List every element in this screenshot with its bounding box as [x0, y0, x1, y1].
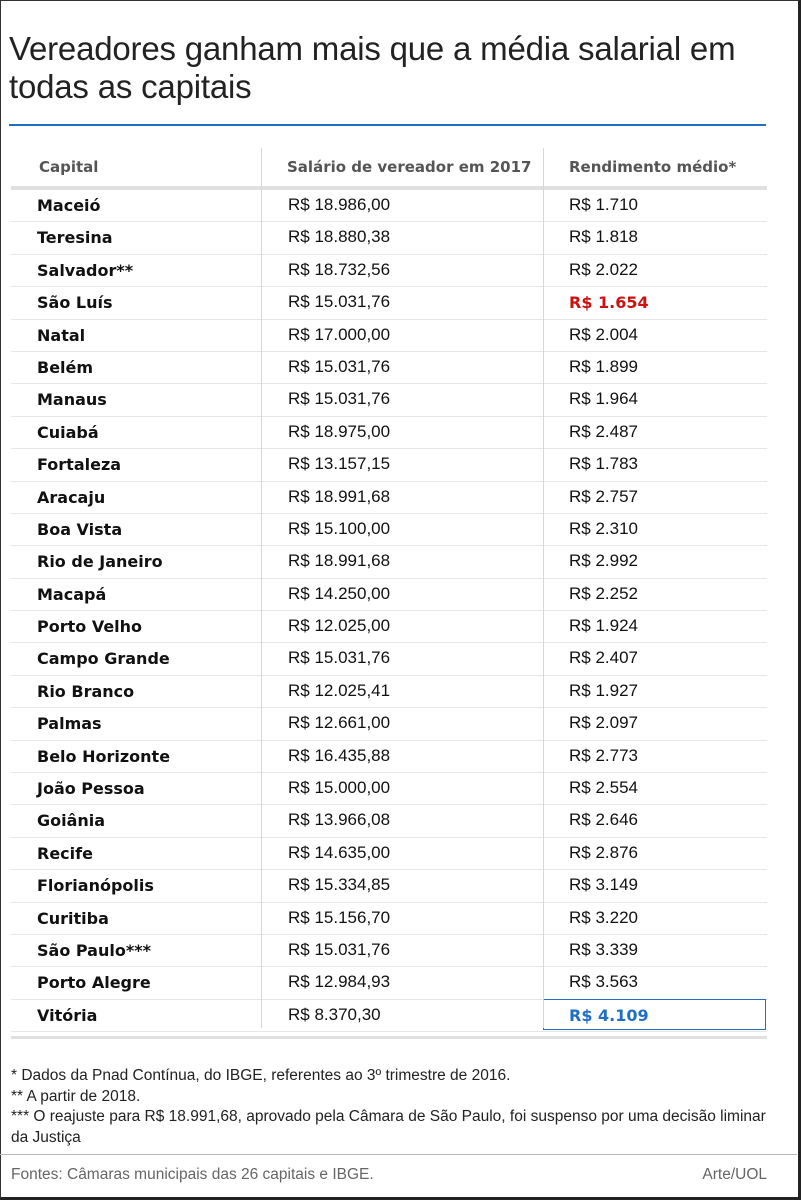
table-row: [11, 676, 767, 708]
income-cell: R$ 2.554: [569, 778, 638, 798]
capital-cell: Palmas: [37, 714, 102, 734]
table-row: [11, 1000, 767, 1032]
table-row: [11, 870, 767, 902]
salary-cell: R$ 14.250,00: [288, 583, 391, 603]
income-cell: R$ 2.773: [569, 745, 638, 765]
salary-cell: R$ 13.157,15: [288, 454, 391, 474]
salary-cell: R$ 15.000,00: [288, 778, 391, 798]
footnote: * Dados da Pnad Contínua, do IBGE, referentes ao 3º trimestre de 2016.: [11, 1067, 511, 1084]
capital-cell: Belo Horizonte: [37, 746, 171, 766]
salary-cell: R$ 15.031,76: [288, 648, 391, 668]
income-cell: R$ 2.252: [569, 583, 638, 603]
income-cell: R$ 1.924: [569, 616, 638, 636]
highlight-box: [543, 999, 766, 1030]
salary-cell: R$ 18.732,56: [288, 259, 391, 279]
capital-cell: Aracaju: [37, 487, 106, 507]
page-title: Vereadores ganham mais que a média salarial em todas as capitais: [9, 30, 736, 105]
income-cell: R$ 1.899: [569, 356, 638, 376]
income-cell: R$ 2.022: [569, 259, 638, 279]
income-cell: R$ 2.310: [569, 518, 638, 538]
salary-cell: R$ 12.984,93: [288, 972, 391, 992]
salary-table: [11, 148, 767, 1032]
column-separator: [543, 148, 544, 1028]
capital-cell: Cuiabá: [37, 422, 99, 442]
table-row: [11, 903, 767, 935]
income-cell: R$ 1.818: [569, 227, 638, 247]
income-cell: R$ 2.487: [569, 421, 638, 441]
salary-cell: R$ 18.991,68: [288, 486, 391, 506]
income-cell: R$ 2.004: [569, 324, 638, 344]
salary-cell: R$ 18.986,00: [288, 195, 391, 214]
header-income: Rendimento médio*: [569, 158, 737, 176]
capital-cell: Natal: [37, 325, 86, 345]
table-bottom-rule: [11, 1036, 767, 1039]
capital-cell: Fortaleza: [37, 455, 122, 475]
table-header: [11, 148, 767, 190]
table-row: [11, 384, 767, 416]
salary-cell: R$ 15.031,76: [288, 292, 391, 312]
capital-cell: João Pessoa: [37, 779, 145, 799]
table-row: [11, 967, 767, 999]
table-row: [11, 255, 767, 287]
sources-text: Fontes: Câmaras municipais das 26 capitais e IBGE.: [11, 1166, 374, 1183]
capital-cell: Florianópolis: [37, 876, 154, 896]
capital-cell: Rio Branco: [37, 681, 135, 701]
table-row: [11, 482, 767, 514]
footer-divider: [0, 1154, 797, 1155]
capital-cell: Recife: [37, 843, 93, 863]
credit-text: Arte/UOL: [702, 1166, 767, 1183]
capital-cell: Salvador**: [37, 260, 134, 280]
capital-cell: São Paulo***: [37, 940, 151, 960]
table-row: [11, 287, 767, 319]
income-cell: R$ 2.097: [569, 713, 638, 733]
income-cell: R$ 1.710: [569, 195, 638, 214]
footnote: *** O reajuste para R$ 18.991,68, aprovado pela Câmara de São Paulo, foi suspenso por uma decisão liminar da Justiça: [11, 1108, 766, 1146]
salary-cell: R$ 15.334,85: [288, 875, 391, 895]
capital-cell: Porto Velho: [37, 617, 143, 637]
salary-cell: R$ 15.031,76: [288, 389, 391, 409]
capital-cell: Vitória: [37, 1005, 98, 1025]
capital-cell: Boa Vista: [37, 519, 123, 539]
footnotes: [11, 1066, 771, 1148]
income-cell: R$ 2.992: [569, 551, 638, 571]
header-capital: Capital: [39, 158, 99, 176]
capital-cell: Belém: [37, 357, 94, 377]
table-row: [11, 838, 767, 870]
table-row: [11, 514, 767, 546]
table-row: [11, 320, 767, 352]
table-row: [11, 190, 767, 222]
table-body: [11, 190, 767, 1032]
income-cell: R$ 3.563: [569, 972, 638, 992]
income-cell: R$ 3.149: [569, 875, 638, 895]
table-row: [11, 741, 767, 773]
table-row: [11, 773, 767, 805]
income-cell: R$ 1.964: [569, 389, 638, 409]
salary-cell: R$ 15.031,76: [288, 939, 391, 959]
table-row: [11, 417, 767, 449]
income-cell: R$ 2.757: [569, 486, 638, 506]
table-row: [11, 611, 767, 643]
capital-cell: Teresina: [37, 228, 113, 248]
income-cell: R$ 3.220: [569, 907, 638, 927]
salary-cell: R$ 18.975,00: [288, 421, 391, 441]
salary-cell: R$ 13.966,08: [288, 810, 391, 830]
income-cell: R$ 4.109: [569, 1005, 649, 1025]
salary-cell: R$ 12.025,41: [288, 680, 391, 700]
income-cell: R$ 1.654: [569, 293, 649, 313]
salary-cell: R$ 12.025,00: [288, 616, 391, 636]
column-separator: [261, 148, 262, 1028]
income-cell: R$ 1.927: [569, 680, 638, 700]
income-cell: R$ 2.407: [569, 648, 638, 668]
salary-cell: R$ 15.100,00: [288, 518, 391, 538]
capital-cell: Goiânia: [37, 811, 106, 831]
salary-cell: R$ 17.000,00: [288, 324, 391, 344]
salary-cell: R$ 18.880,38: [288, 227, 391, 247]
table-row: [11, 708, 767, 740]
capital-cell: Manaus: [37, 390, 107, 410]
salary-cell: R$ 14.635,00: [288, 842, 391, 862]
capital-cell: Porto Alegre: [37, 973, 151, 993]
table-row: [11, 222, 767, 254]
header-salary: Salário de vereador em 2017: [287, 158, 532, 176]
salary-cell: R$ 8.370,30: [288, 1004, 381, 1024]
salary-cell: R$ 16.435,88: [288, 745, 391, 765]
income-cell: R$ 3.339: [569, 939, 638, 959]
table-row: [11, 805, 767, 837]
table-row: [11, 579, 767, 611]
salary-cell: R$ 15.156,70: [288, 907, 391, 927]
table-row: [11, 935, 767, 967]
footnote: ** A partir de 2018.: [11, 1087, 141, 1105]
salary-cell: R$ 18.991,68: [288, 551, 391, 571]
title-divider: [9, 124, 766, 126]
capital-cell: São Luís: [37, 293, 113, 313]
income-cell: R$ 1.783: [569, 454, 638, 474]
capital-cell: Maceió: [37, 196, 101, 215]
table-row: [11, 352, 767, 384]
income-cell: R$ 2.646: [569, 810, 638, 830]
capital-cell: Rio de Janeiro: [37, 552, 163, 572]
capital-cell: Campo Grande: [37, 649, 170, 669]
table-row: [11, 449, 767, 481]
table-row: [11, 643, 767, 675]
salary-cell: R$ 15.031,76: [288, 356, 391, 376]
salary-cell: R$ 12.661,00: [288, 713, 391, 733]
table-row: [11, 546, 767, 578]
capital-cell: Curitiba: [37, 908, 109, 928]
capital-cell: Macapá: [37, 584, 107, 604]
income-cell: R$ 2.876: [569, 842, 638, 862]
